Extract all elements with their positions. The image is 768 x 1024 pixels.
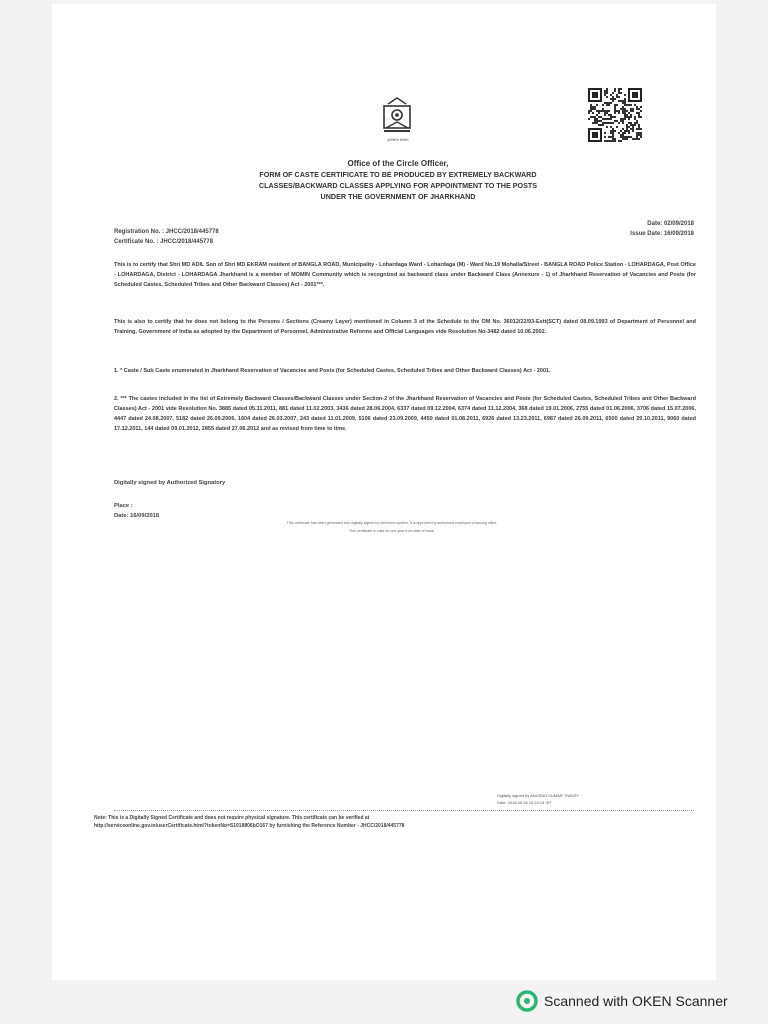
scanner-label: Scanned with OKEN Scanner (544, 993, 728, 1009)
verification-note (94, 814, 694, 830)
system-generated-note: This certificate has been generated and digitally signed by electronic system. It is approved by authorized employee of issuing office. (286, 521, 498, 525)
certificate-page (52, 4, 716, 980)
office-title: Office of the Circle Officer, (347, 159, 449, 168)
footer-divider (114, 810, 694, 811)
place-date-block (114, 501, 159, 521)
certificate-date: Date: 02/09/2018 (647, 221, 694, 227)
dsig-signer: Digitally signed by ANURAG KUMAR TIWARY (497, 793, 580, 798)
digitally-signed-label: Digitally signed by Authorized Signatory (114, 480, 226, 486)
form-title-line-1: FORM OF CASTE CERTIFICATE TO BE PRODUCED BY EXTREMELY BACKWARD (259, 170, 537, 179)
verification-note-line-1: Note: This is a Digitally Signed Certificate and does not require physical signature. This certificate can be verified at (94, 815, 370, 821)
registration-number: Registration No. : JHCC/2018/445778 (114, 229, 219, 235)
oken-logo-icon (516, 990, 538, 1012)
footnote-caste-paragraph: 1. * Caste / Sub Caste enumerated in Jharkhand Reservation of Vacancies and Posts (for Scheduled Castes, Scheduled Tribes and Other Backward Classes) Act - 2001. (114, 368, 551, 374)
footnote-resolution-paragraph: 2. *** The castes included in the list of Extremely Backward Classes/Backward Classes under Section-2 of the Jharkhand Reservation of Vacancies and Posts (for Scheduled Castes, Scheduled Tribes and Other Backward Classes) Act - 2001 vide Resolution No. 3885 dated 05.11.2011, 881 dated 11.02.2003, 3436 dated 28.06.2004, 6337 dated 09.12.2004, 6374 dated 11.12.2004, 368 dated 19.01.2006, 2755 dated 01.06.2006, 3706 dated 15.07.2006, 4447 dated 24.08.2007, 5182 dated 26.09.2006, 1604 dated 26.03.2007, 243 dated 11.01.2009, 5106 dated 23.09.2009, 4450 dated 01.08.2011, 6926 dated 13.23.2011, 6987 dated 26.09.2011, 6500 dated 20.10.2011, 9060 dated 17.12.2011, 144 dated 09.01.2012, 2855 dated 27.06.2012 and as revised from time to time. (114, 396, 696, 432)
dsig-date: Date: 2018.09.16 10:24:14 IST (497, 800, 552, 805)
validity-note: This certificate is valid for one year from date of issue. (349, 529, 435, 533)
issue-date: Issue Date: 16/09/2018 (630, 231, 694, 237)
registration-block (114, 227, 219, 247)
certification-paragraph: This is to certify that Shri MD ADIL Son of Shri MD EKRAM resident of BANGLA ROAD, Municipality - Lohardaga Ward - Lohardaga (M) - Ward No.19 Mohalla/Street - BANGLA ROAD Police Station - LOHARDAGA, Post Office - LOHARDAGA, District - LOHARDAGA Jharkhand is a member of MOMIN Community which is recognized as backward class under Backward Class (Annexure - 1) of Jharkhand Reservation of Vacancies and Posts (for Scheduled Castes, Scheduled Tribes and Other Backward Classes) Act - 2001***. (114, 262, 696, 288)
creamy-layer-paragraph: This is also to certify that he does not belong to the Persons / Sections (Creamy Layer) mentioned in Column 3 of the Schedule to the OM No. 36012/22/93-Estt(SCT) dated 08.09.1993 of Department of Personnel and Training, Government of India as adopted by the Department of Personnel, Administrative Reforms and Official Languages vide Resolution No-3482 dated 10.06.2002. (114, 319, 696, 335)
emblem-caption: झारखण्ड सरकार (387, 138, 409, 142)
sign-date: Date: 16/09/2018 (114, 513, 160, 519)
qr-code-icon (588, 88, 642, 142)
state-emblem-icon (382, 96, 412, 136)
form-title-line-3: UNDER THE GOVERNMENT OF JHARKHAND (320, 192, 476, 201)
date-block (586, 219, 694, 239)
scanner-watermark (516, 990, 728, 1012)
place-label: Place : (114, 503, 133, 509)
certificate-number: Certificate No. : JHCC/2018/445778 (114, 239, 214, 245)
digital-signature-stamp (497, 792, 579, 806)
verification-url[interactable]: http://serviceonline.gov.in/userCertificate.html?tokenNo=S1018806bO167 by furnishing the Reference Number - JHCC/2018/445778 (94, 823, 405, 829)
form-title-line-2: CLASSES/BACKWARD CLASSES APPLYING FOR APPOINTMENT TO THE POSTS (258, 181, 538, 190)
